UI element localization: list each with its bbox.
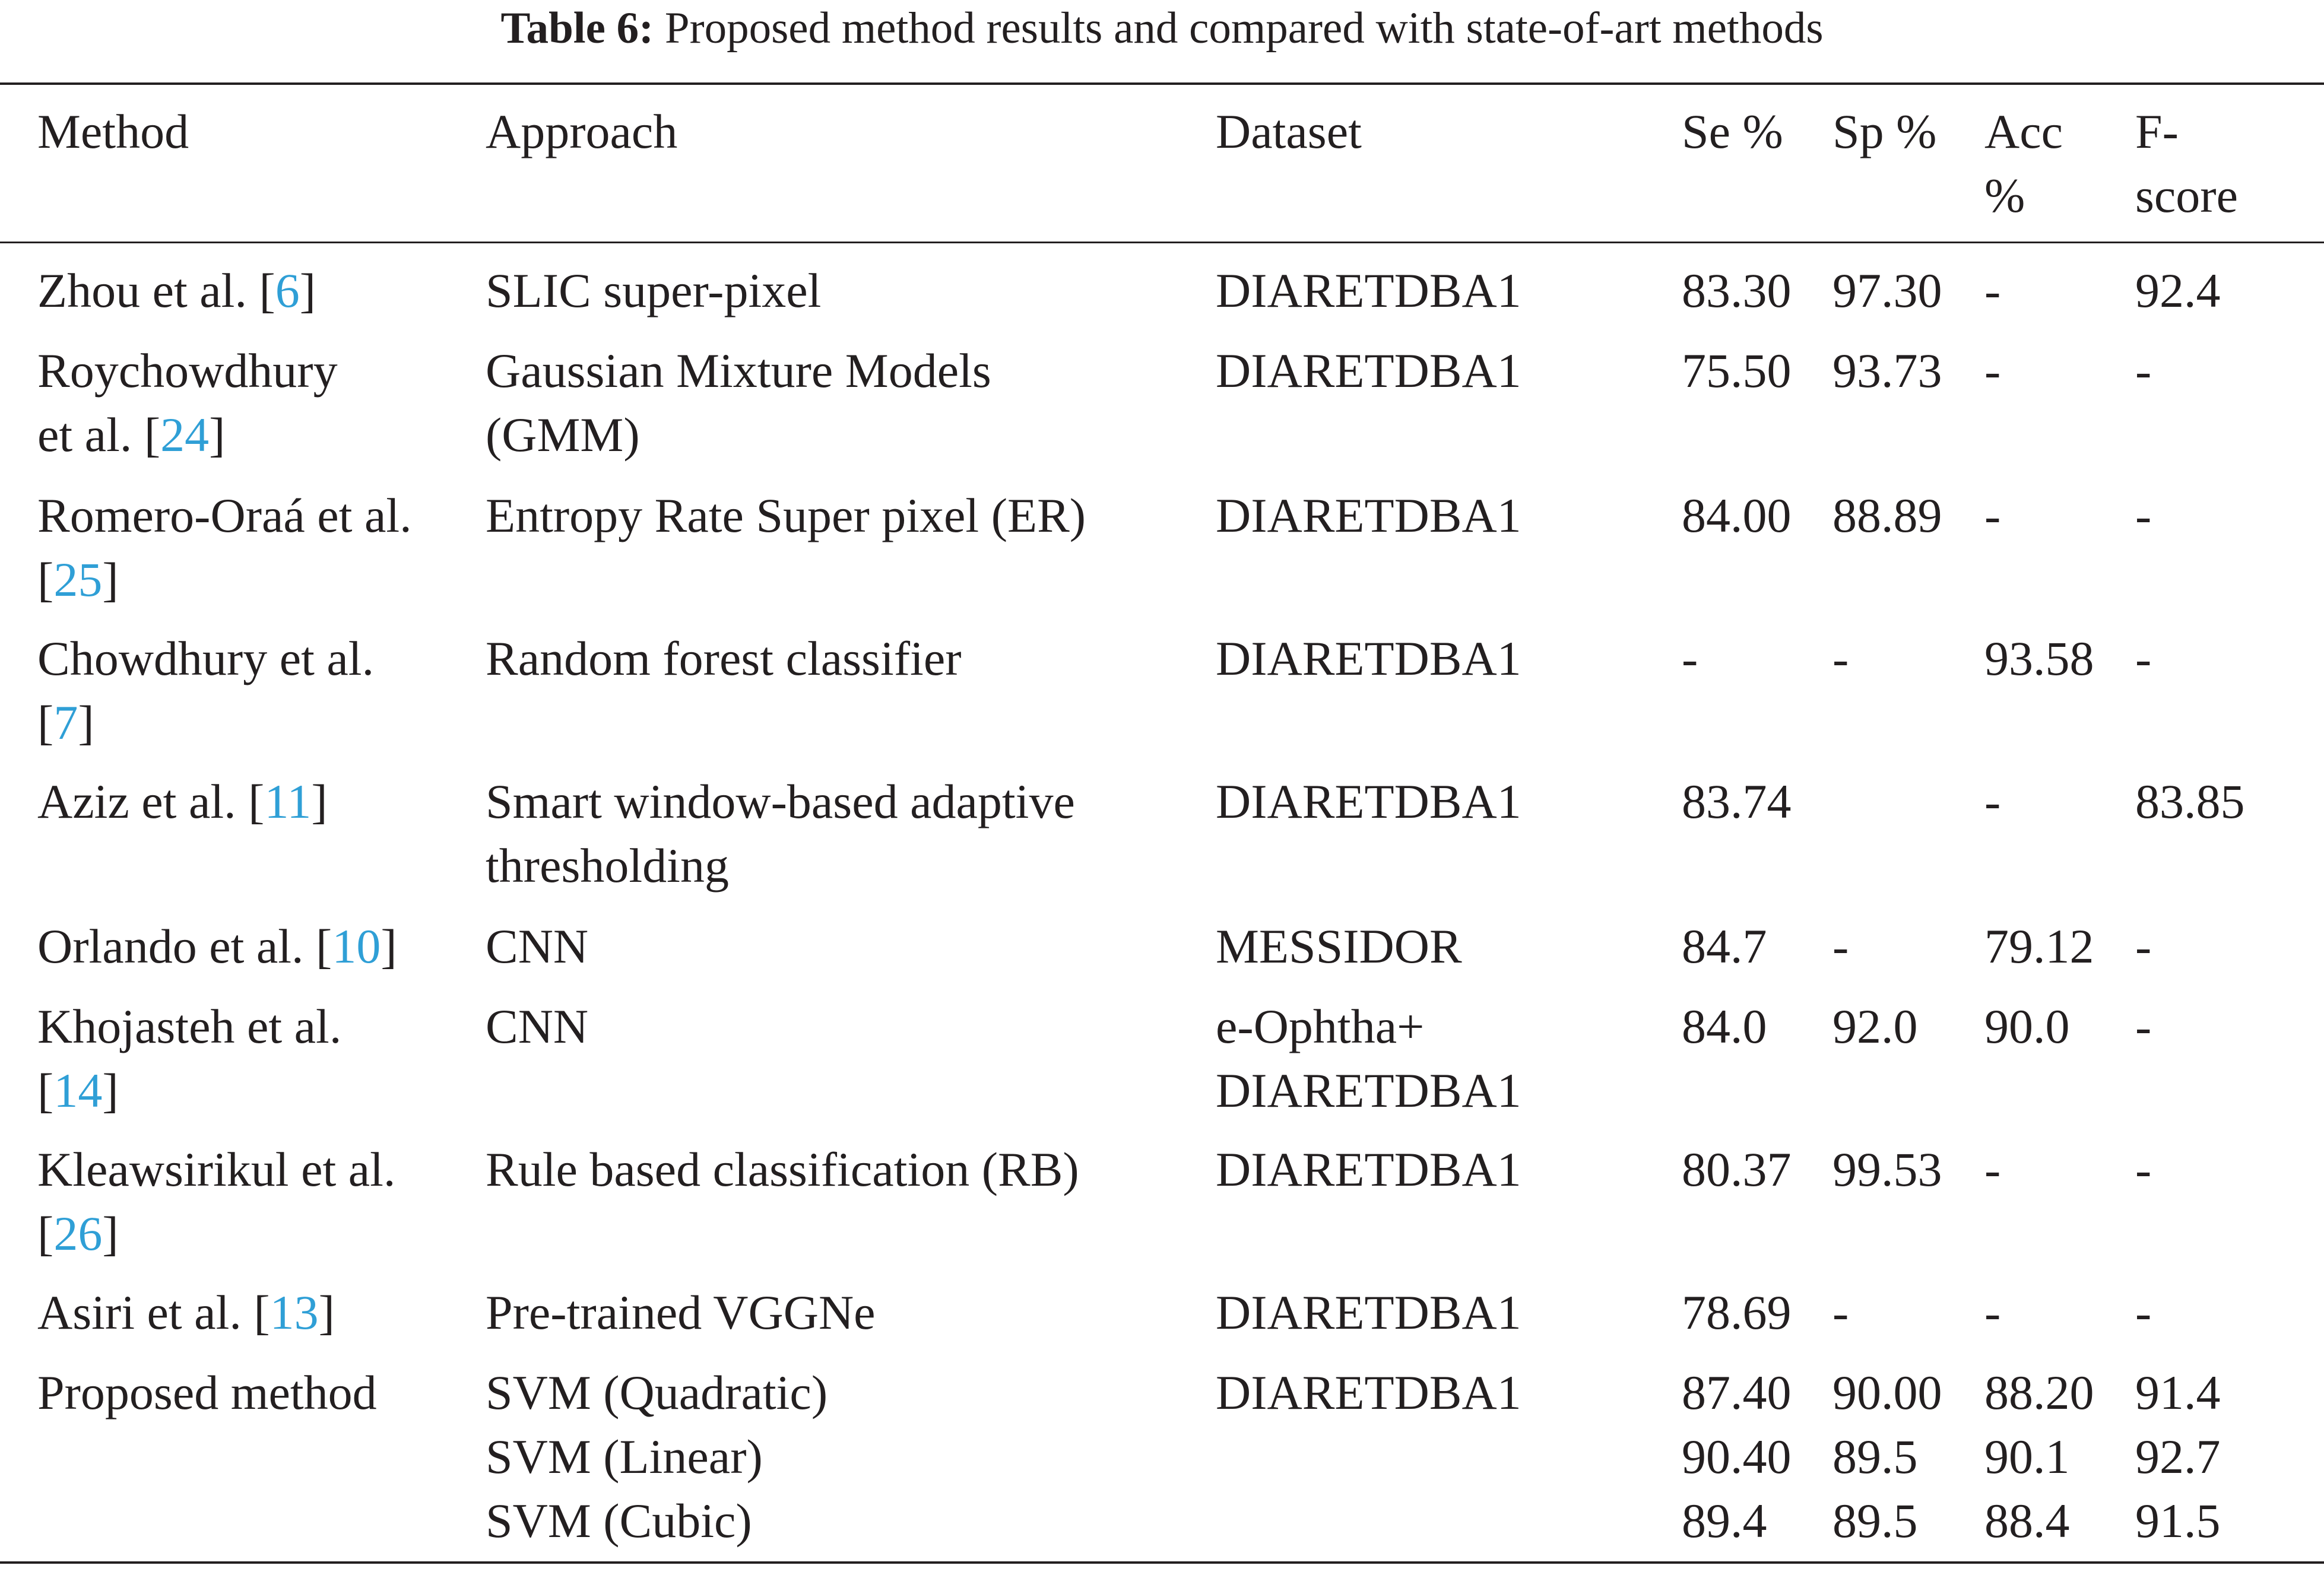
row-dataset: DIARETDBA1 xyxy=(1216,488,1521,542)
proposed-approach: SVM (Linear) xyxy=(486,1430,763,1484)
row-se: 84.0 xyxy=(1682,999,1767,1053)
row-fscore: - xyxy=(2135,919,2152,973)
citation-link[interactable]: 6 xyxy=(275,263,300,317)
row-method: Asiri et al. [13] xyxy=(37,1285,335,1339)
citation-link[interactable]: 7 xyxy=(53,696,78,750)
row-approach: CNN xyxy=(486,919,589,973)
row-acc: 90.0 xyxy=(1984,999,2070,1053)
row-method-line2: [26] xyxy=(37,1206,119,1260)
row-acc: 93.58 xyxy=(1984,631,2094,685)
citation-link[interactable]: 14 xyxy=(53,1063,103,1117)
row-method: Aziz et al. [11] xyxy=(37,774,328,828)
proposed-sp: 90.00 xyxy=(1832,1366,1942,1420)
header-fscore-line2: score xyxy=(2135,169,2239,223)
header-sp: Sp % xyxy=(1832,104,1937,158)
row-dataset: e-Ophtha+ xyxy=(1216,999,1425,1053)
row-fscore: - xyxy=(2135,1285,2152,1339)
proposed-acc: 88.20 xyxy=(1984,1366,2094,1420)
row-acc: - xyxy=(1984,263,2001,317)
header-approach: Approach xyxy=(486,104,678,158)
row-sp: - xyxy=(1832,919,1849,973)
row-dataset: DIARETDBA1 xyxy=(1216,631,1521,685)
row-se: 83.30 xyxy=(1682,263,1792,317)
proposed-dataset: DIARETDBA1 xyxy=(1216,1366,1521,1420)
proposed-se: 89.4 xyxy=(1682,1494,1767,1548)
proposed-approach: SVM (Cubic) xyxy=(486,1494,752,1548)
row-acc: - xyxy=(1984,774,2001,828)
row-dataset: DIARETDBA1 xyxy=(1216,1285,1521,1339)
row-dataset: DIARETDBA1 xyxy=(1216,774,1521,828)
header-acc-line2: % xyxy=(1984,169,2025,223)
row-se: 83.74 xyxy=(1682,774,1792,828)
row-approach: CNN xyxy=(486,999,589,1053)
caption-text: Proposed method results and compared with state-of-art methods xyxy=(664,4,1824,53)
citation-link[interactable]: 26 xyxy=(53,1206,103,1260)
header-dataset: Dataset xyxy=(1216,104,1362,158)
row-method-line2: [25] xyxy=(37,552,119,606)
header-acc: Acc xyxy=(1984,104,2063,158)
header-method: Method xyxy=(37,104,189,158)
citation-link[interactable]: 13 xyxy=(270,1285,319,1339)
proposed-se: 90.40 xyxy=(1682,1430,1792,1484)
bottom-rule xyxy=(0,1561,2324,1564)
proposed-acc: 90.1 xyxy=(1984,1430,2070,1484)
row-approach: Entropy Rate Super pixel (ER) xyxy=(486,488,1086,542)
table-caption xyxy=(0,0,2324,56)
row-se: 84.00 xyxy=(1682,488,1792,542)
row-fscore: 83.85 xyxy=(2135,774,2245,828)
citation-link[interactable]: 24 xyxy=(160,408,210,462)
row-method: Roychowdhury xyxy=(37,344,338,398)
row-method: Chowdhury et al. xyxy=(37,631,375,685)
row-sp: 92.0 xyxy=(1832,999,1918,1053)
proposed-sp: 89.5 xyxy=(1832,1494,1918,1548)
row-acc: - xyxy=(1984,488,2001,542)
row-dataset-line2: DIARETDBA1 xyxy=(1216,1063,1521,1117)
row-dataset: DIARETDBA1 xyxy=(1216,263,1521,317)
row-approach: Pre-trained VGGNe xyxy=(486,1285,876,1339)
proposed-approach: SVM (Quadratic) xyxy=(486,1366,828,1420)
top-rule xyxy=(0,82,2324,85)
row-acc: - xyxy=(1984,344,2001,398)
header-fscore: F- xyxy=(2135,104,2179,158)
row-fscore: 92.4 xyxy=(2135,263,2221,317)
row-method: Zhou et al. [6] xyxy=(37,263,316,317)
row-method-line2: [14] xyxy=(37,1063,119,1117)
row-sp: 88.89 xyxy=(1832,488,1942,542)
row-dataset: MESSIDOR xyxy=(1216,919,1462,973)
row-sp: 99.53 xyxy=(1832,1142,1942,1196)
row-approach-line2: thresholding xyxy=(486,839,729,893)
row-method: Orlando et al. [10] xyxy=(37,919,397,973)
header-rule xyxy=(0,242,2324,243)
proposed-fscore: 91.5 xyxy=(2135,1494,2221,1548)
row-sp: - xyxy=(1832,1285,1849,1339)
citation-link[interactable]: 11 xyxy=(264,774,312,828)
row-approach: Rule based classification (RB) xyxy=(486,1142,1079,1196)
row-acc: - xyxy=(1984,1285,2001,1339)
row-approach: Smart window-based adaptive xyxy=(486,774,1075,828)
proposed-method: Proposed method xyxy=(37,1366,377,1420)
proposed-acc: 88.4 xyxy=(1984,1494,2070,1548)
row-method: Romero-Oraá et al. xyxy=(37,488,412,542)
proposed-fscore: 91.4 xyxy=(2135,1366,2221,1420)
row-fscore: - xyxy=(2135,344,2152,398)
proposed-sp: 89.5 xyxy=(1832,1430,1918,1484)
row-fscore: - xyxy=(2135,999,2152,1053)
row-method-line2: et al. [24] xyxy=(37,408,226,462)
row-fscore: - xyxy=(2135,631,2152,685)
row-se: 78.69 xyxy=(1682,1285,1792,1339)
row-se: 84.7 xyxy=(1682,919,1767,973)
row-dataset: DIARETDBA1 xyxy=(1216,344,1521,398)
row-approach: Gaussian Mixture Models xyxy=(486,344,991,398)
row-fscore: - xyxy=(2135,488,2152,542)
header-se: Se % xyxy=(1682,104,1783,158)
citation-link[interactable]: 25 xyxy=(53,552,103,606)
row-se: - xyxy=(1682,631,1698,685)
row-approach: SLIC super-pixel xyxy=(486,263,822,317)
row-method: Khojasteh et al. xyxy=(37,999,342,1053)
row-method-line2: [7] xyxy=(37,696,94,750)
row-sp: 97.30 xyxy=(1832,263,1942,317)
row-dataset: DIARETDBA1 xyxy=(1216,1142,1521,1196)
row-acc: 79.12 xyxy=(1984,919,2094,973)
proposed-se: 87.40 xyxy=(1682,1366,1792,1420)
row-approach-line2: (GMM) xyxy=(486,408,640,462)
row-se: 80.37 xyxy=(1682,1142,1792,1196)
proposed-fscore: 92.7 xyxy=(2135,1430,2221,1484)
row-sp: 93.73 xyxy=(1832,344,1942,398)
row-fscore: - xyxy=(2135,1142,2152,1196)
caption-label: Table 6: xyxy=(500,4,654,53)
row-sp: - xyxy=(1832,631,1849,685)
citation-link[interactable]: 10 xyxy=(332,919,381,973)
row-acc: - xyxy=(1984,1142,2001,1196)
row-se: 75.50 xyxy=(1682,344,1792,398)
row-approach: Random forest classifier xyxy=(486,631,962,685)
row-method: Kleawsirikul et al. xyxy=(37,1142,396,1196)
